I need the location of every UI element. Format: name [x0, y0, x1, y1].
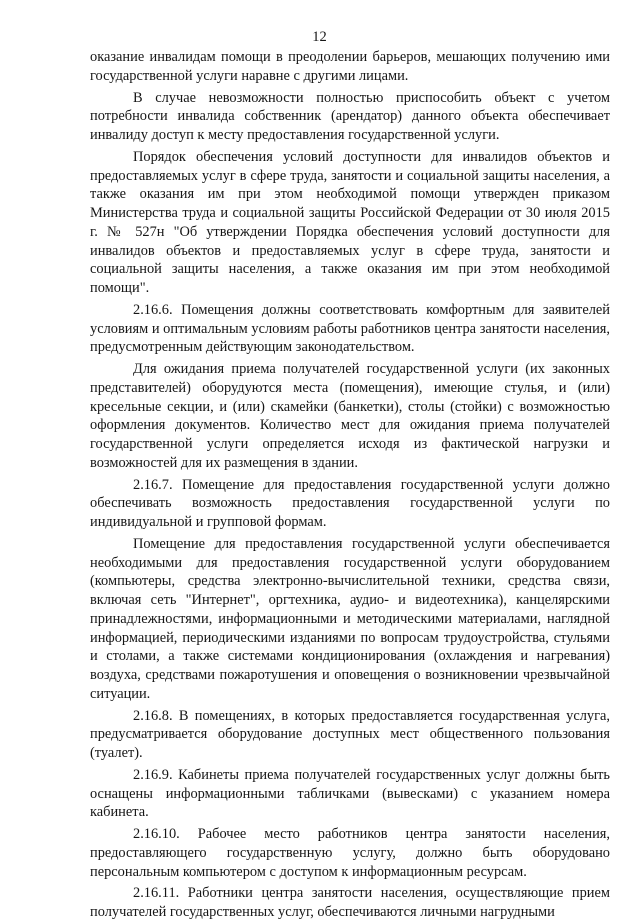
paragraph: В случае невозможности полностью приспособить объект с учетом потребности инвалида собственник (арендатор) данного объекта обеспечивает инвалиду доступ к месту предоставления государственной услуги.: [90, 89, 610, 143]
paragraph: 2.16.6. Помещения должны соответствовать комфортным для заявителей условиям и оптимальным условиям работы работников центра занятости населения, предусмотренным действующим законодательством.: [90, 301, 610, 356]
paragraph: 2.16.7. Помещение для предоставления государственной услуги должно обеспечивать возможность предоставления государственной услуги по индивидуальной и групповой формам.: [90, 476, 610, 530]
page-number: 12: [312, 29, 327, 45]
paragraph: 2.16.9. Кабинеты приема получателей государственных услуг должны быть оснащены информационными табличками (вывесками) с указанием номера кабинета.: [90, 766, 610, 821]
paragraph: Для ожидания приема получателей государственной услуги (их законных представителей) оборудуются места (помещения), имеющие стулья, и (или) кресельные секции, и (или) скамейки (банкетки), столы (стойки) с возможностью оформления документов. Количество мест для ожидания приема получателей государственной услуги определяется исходя из фактической нагрузки и возможностей для их размещения в здании.: [90, 361, 610, 471]
paragraph: 2.16.8. В помещениях, в которых предоставляется государственная услуга, предусматривается оборудование доступных мест общественного пользования (туалет).: [90, 707, 610, 761]
paragraph: 2.16.10. Рабочее место работников центра занятости населения, предоставляющего государственную услугу, должно быть оборудовано персональным компьютером с доступом к информационным ресурсам.: [90, 826, 610, 880]
paragraph: оказание инвалидам помощи в преодолении барьеров, мешающих получению ими государственной услуги наравне с другими лицами.: [90, 49, 610, 84]
paragraph: Порядок обеспечения условий доступности для инвалидов объектов и предоставляемых услуг в сфере труда, занятости и социальной защиты населения, а также оказания им при этом необходимой помощи утвержден приказом Министерства труда и социальной защиты Российской Федерации от 30 июля 2015 г. № 527н "Об утверждении Порядка обеспечения условий доступности для инвалидов объектов и предоставляемых услуг в сфере труда, занятости и социальной защиты населения, а также оказания им при этом необходимой помощи".: [90, 148, 610, 296]
paragraph: Помещение для предоставления государственной услуги обеспечивается необходимыми для предоставления государственной услуги оборудованием (компьютеры, средства электронно-вычислительной техники, средства связи, включая сеть "Интернет", оргтехника, аудио- и видеотехника), канцелярскими принадлежностями, информационными и методическими материалами, наглядной информацией, периодическими изданиями по вопросам трудоустройства, стульями и столами, а также системами кондиционирования (охлаждения и нагревания) воздуха, средствами пожаротушения и оповещения о возникновении чрезвычайной ситуации.: [90, 535, 610, 702]
document-body: [90, 48, 610, 922]
paragraph: 2.16.11. Работники центра занятости населения, осуществляющие прием получателей государственных услуг, обеспечиваются личными нагрудными: [90, 885, 610, 920]
